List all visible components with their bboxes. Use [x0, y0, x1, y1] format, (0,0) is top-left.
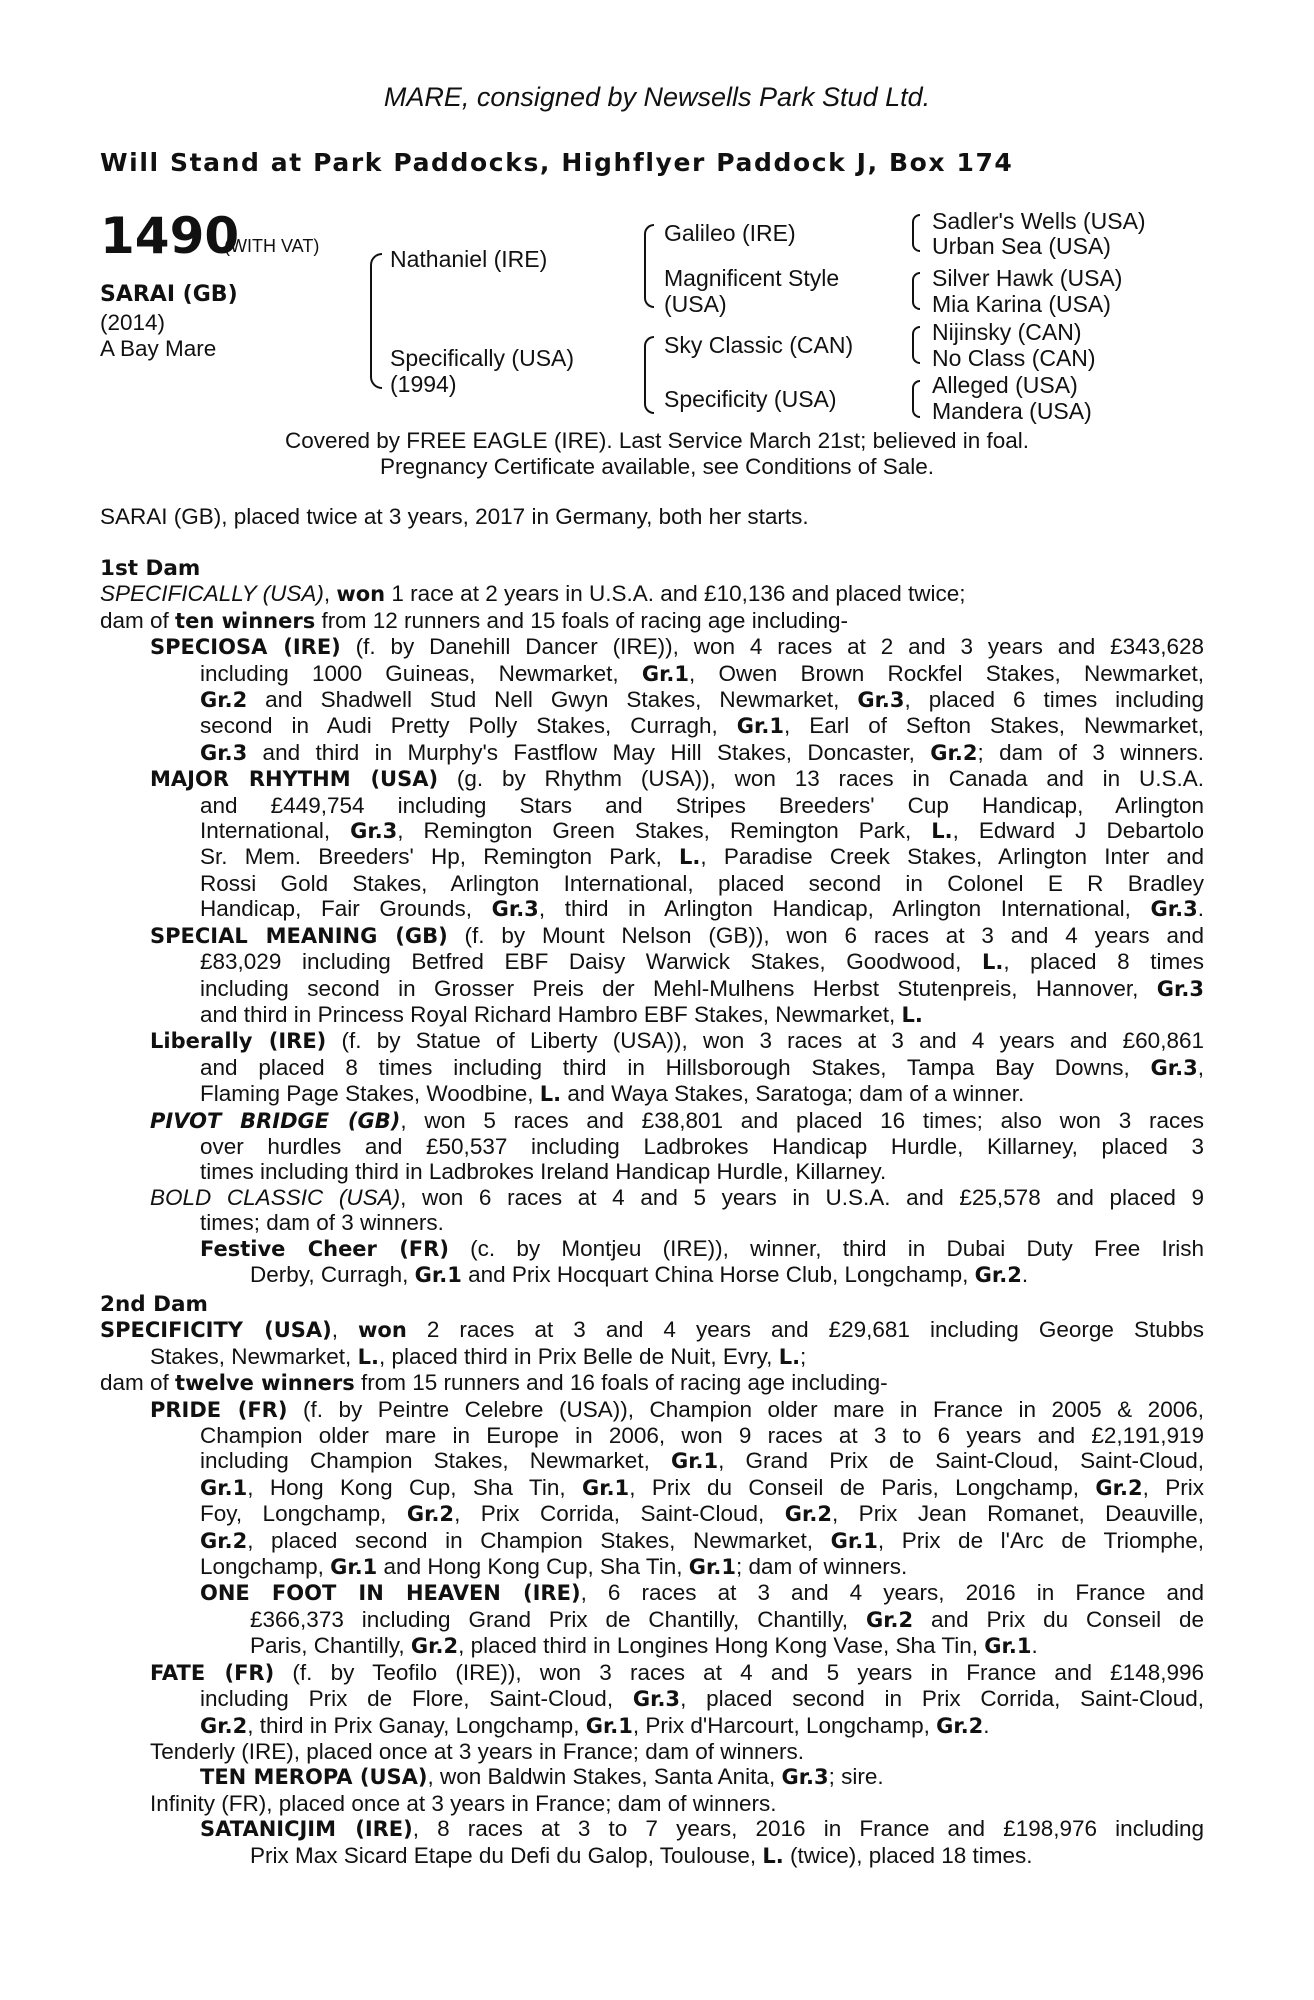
- foal-special-meaning: SPECIAL MEANING (GB) (f. by Mount Nelson (GB)), won 6 races at 3 and 4 years and: [150, 922, 1204, 948]
- foal-text: second in Audi Pretty Polly Stakes, Curragh, Gr.1, Earl of Sefton Stakes, Newmarket,: [200, 713, 1204, 739]
- foal-text: Gr.2, third in Prix Ganay, Longchamp, Gr.1, Prix d'Harcourt, Longchamp, Gr.2.: [200, 1712, 990, 1738]
- second-dam-heading: 2nd Dam: [100, 1292, 208, 1317]
- race-summary: SARAI (GB), placed twice at 3 years, 2017 in Germany, both her starts.: [100, 504, 809, 529]
- foal-text: over hurdles and £50,537 including Ladbrokes Handicap Hurdle, Killarney, placed 3: [200, 1133, 1204, 1159]
- sire: Nathaniel (IRE): [390, 246, 548, 272]
- sire-dam: Magnificent Style: [664, 265, 840, 291]
- sss: Sadler's Wells (USA): [932, 208, 1146, 234]
- foal-bold-classic: BOLD CLASSIC (USA), won 6 races at 4 and 5 years in U.S.A. and £25,578 and placed 9: [150, 1184, 1205, 1210]
- dam-dam: Specificity (USA): [664, 386, 837, 412]
- pedigree-brace: [912, 380, 920, 418]
- dam-sire: Sky Classic (CAN): [664, 332, 854, 358]
- foal-speciosa: SPECIOSA (IRE) (f. by Danehill Dancer (IRE)), won 4 races at 2 and 3 years and £343,628: [150, 634, 1205, 660]
- dds: Alleged (USA): [932, 372, 1078, 398]
- first-dam-heading: 1st Dam: [100, 556, 201, 581]
- first-dam-foals: [100, 634, 1204, 1288]
- dam-year: (1994): [390, 371, 457, 397]
- pedigree-brace: [912, 272, 920, 310]
- pedigree-brace: [644, 336, 654, 414]
- sire-sire: Galileo (IRE): [664, 220, 796, 246]
- pedigree-brace: [912, 326, 920, 364]
- foal-text: Champion older mare in Europe in 2006, won 9 races at 3 to 6 years and £2,191,919: [200, 1423, 1204, 1449]
- ssd: Urban Sea (USA): [932, 233, 1111, 259]
- foal-tenderly: Tenderly (IRE), placed once at 3 years in France; dam of winners.: [150, 1738, 805, 1764]
- first-dam-produce-line: dam of ten winners from 12 runners and 15 foals of racing age including-: [100, 607, 849, 633]
- sire-dam-country: (USA): [664, 291, 727, 317]
- foal-text: and £449,754 including Stars and Stripes Breeders' Cup Handicap, Arlington: [200, 792, 1204, 818]
- foal-text: Sr. Mem. Breeders' Hp, Remington Park, L., Paradise Creek Stakes, Arlington Inter and: [200, 844, 1204, 870]
- foal-text: Prix Max Sicard Etape du Defi du Galop, Toulouse, L. (twice), placed 18 times.: [250, 1842, 1033, 1868]
- first-dam-section: [100, 556, 1204, 1288]
- foal-text: £83,029 including Betfred EBF Daisy Warwick Stakes, Goodwood, L., placed 8 times: [200, 949, 1204, 975]
- horse-year: (2014): [100, 310, 166, 335]
- second-dam-foals: [100, 1397, 1204, 1739]
- foal-liberally: Liberally (IRE) (f. by Statue of Liberty (USA)), won 3 races at 3 and 4 years and £60,861: [150, 1028, 1204, 1054]
- foal-text: Gr.3 and third in Murphy's Fastflow May Hill Stakes, Doncaster, Gr.2; dam of 3 winners.: [200, 739, 1204, 765]
- foal-text: Gr.1, Hong Kong Cup, Sha Tin, Gr.1, Prix du Conseil de Paris, Longchamp, Gr.2, Prix: [200, 1474, 1204, 1500]
- foal-text: times; dam of 3 winners.: [200, 1210, 444, 1236]
- foal-pride: PRIDE (FR) (f. by Peintre Celebre (USA)), Champion older mare in France in 2005 & 2006,: [150, 1396, 1204, 1422]
- pedigree-brace: [912, 214, 920, 252]
- second-dam-line: SPECIFICITY (USA), won 2 races at 3 and 4 years and £29,681 including George Stubbs: [100, 1317, 1204, 1343]
- foal-pivot-bridge: PIVOT BRIDGE (GB), won 5 races and £38,801 and placed 16 times; also won 3 races: [150, 1107, 1204, 1133]
- ddd: Mandera (USA): [932, 398, 1092, 424]
- foal-text: Handicap, Fair Grounds, Gr.3, third in Arlington Handicap, Arlington International, Gr.3.: [200, 896, 1204, 922]
- pedigree-brace: [370, 253, 382, 389]
- foal-text: Rossi Gold Stakes, Arlington International, placed second in Colonel E R Bradley: [200, 870, 1204, 896]
- foal-text: and placed 8 times including third in Hillsborough Stakes, Tampa Bay Downs, Gr.3,: [200, 1054, 1204, 1080]
- foal-text: including 1000 Guineas, Newmarket, Gr.1, Owen Brown Rockfel Stakes, Newmarket,: [200, 660, 1205, 686]
- horse-description: A Bay Mare: [100, 336, 217, 361]
- covering-info: Covered by FREE EAGLE (IRE). Last Service March 21st; believed in foal.: [284, 428, 1030, 453]
- foal-text: and third in Princess Royal Richard Hambro EBF Stakes, Newmarket, L.: [200, 1001, 923, 1027]
- foal-text: Foy, Longchamp, Gr.2, Prix Corrida, Saint-Cloud, Gr.2, Prix Jean Romanet, Deauville,: [200, 1501, 1204, 1527]
- foal-fate: FATE (FR) (f. by Teofilo (IRE)), won 3 races at 4 and 5 years in France and £148,996: [150, 1659, 1205, 1685]
- dsd: No Class (CAN): [932, 345, 1096, 371]
- dss: Nijinsky (CAN): [932, 319, 1082, 345]
- stand-location: Will Stand at Park Paddocks, Highflyer Paddock J, Box 174: [100, 148, 1014, 177]
- foal-text: Derby, Curragh, Gr.1 and Prix Hocquart China Horse Club, Longchamp, Gr.2.: [250, 1261, 1029, 1287]
- foal-satanicjim: SATANICJIM (IRE), 8 races at 3 to 7 years, 2016 in France and £198,976 including: [200, 1816, 1204, 1842]
- foal-text: Paris, Chantilly, Gr.2, placed third in Longines Hong Kong Vase, Sha Tin, Gr.1.: [250, 1633, 1038, 1659]
- first-dam-line: SPECIFICALLY (USA), won 1 race at 2 years in U.S.A. and £10,136 and placed twice;: [100, 581, 966, 607]
- consignor-line: MARE, consigned by Newsells Park Stud Ltd.: [383, 82, 931, 112]
- foal-text: including second in Grosser Preis der Mehl-Mulhens Herbst Stutenpreis, Hannover, Gr.3: [200, 975, 1204, 1001]
- foal-text: Longchamp, Gr.1 and Hong Kong Cup, Sha Tin, Gr.1; dam of winners.: [200, 1554, 908, 1580]
- foal-ten-meropa: TEN MEROPA (USA), won Baldwin Stakes, Santa Anita, Gr.3; sire.: [200, 1764, 884, 1790]
- foal-text: Flaming Page Stakes, Woodbine, L. and Waya Stakes, Saratoga; dam of a winner.: [200, 1081, 1025, 1107]
- foal-festive-cheer: Festive Cheer (FR) (c. by Montjeu (IRE)), winner, third in Dubai Duty Free Irish: [200, 1235, 1204, 1261]
- lot-number: 1490: [100, 207, 240, 265]
- foal-major-rhythm: MAJOR RHYTHM (USA) (g. by Rhythm (USA)), won 13 races in Canada and in U.S.A.: [150, 766, 1204, 792]
- pregnancy-note: Pregnancy Certificate available, see Conditions of Sale.: [379, 454, 935, 479]
- foal-text: Gr.2 and Shadwell Stud Nell Gwyn Stakes, Newmarket, Gr.3, placed 6 times including: [200, 687, 1204, 713]
- vat-note: (WITH VAT): [224, 236, 320, 256]
- horse-name: SARAI (GB): [100, 282, 238, 307]
- foal-text: International, Gr.3, Remington Green Stakes, Remington Park, L., Edward J Debartolo: [200, 818, 1204, 844]
- foal-text: Stakes, Newmarket, L., placed third in Prix Belle de Nuit, Evry, L.;: [150, 1343, 807, 1369]
- foal-text: Gr.2, placed second in Champion Stakes, Newmarket, Gr.1, Prix de l'Arc de Triomphe,: [200, 1527, 1204, 1553]
- foal-text: including Champion Stakes, Newmarket, Gr.1, Grand Prix de Saint-Cloud, Saint-Cloud,: [200, 1448, 1204, 1474]
- foal-infinity: Infinity (FR), placed once at 3 years in France; dam of winners.: [150, 1790, 777, 1816]
- foal-one-foot-in-heaven: ONE FOOT IN HEAVEN (IRE), 6 races at 3 and 4 years, 2016 in France and: [200, 1580, 1204, 1606]
- foal-text: times including third in Ladbrokes Ireland Handicap Hurdle, Killarney.: [200, 1159, 887, 1185]
- sds: Silver Hawk (USA): [932, 265, 1123, 291]
- pedigree-brace: [644, 224, 654, 308]
- sdd: Mia Karina (USA): [932, 291, 1111, 317]
- second-dam-produce-line: dam of twelve winners from 15 runners and 16 foals of racing age including-: [100, 1370, 888, 1396]
- foal-text: including Prix de Flore, Saint-Cloud, Gr.3, placed second in Prix Corrida, Saint-Cloud,: [200, 1686, 1204, 1712]
- second-dam-section: [100, 1292, 1204, 1869]
- foal-text: £366,373 including Grand Prix de Chantilly, Chantilly, Gr.2 and Prix du Conseil de: [250, 1606, 1204, 1632]
- dam: Specifically (USA): [390, 345, 575, 371]
